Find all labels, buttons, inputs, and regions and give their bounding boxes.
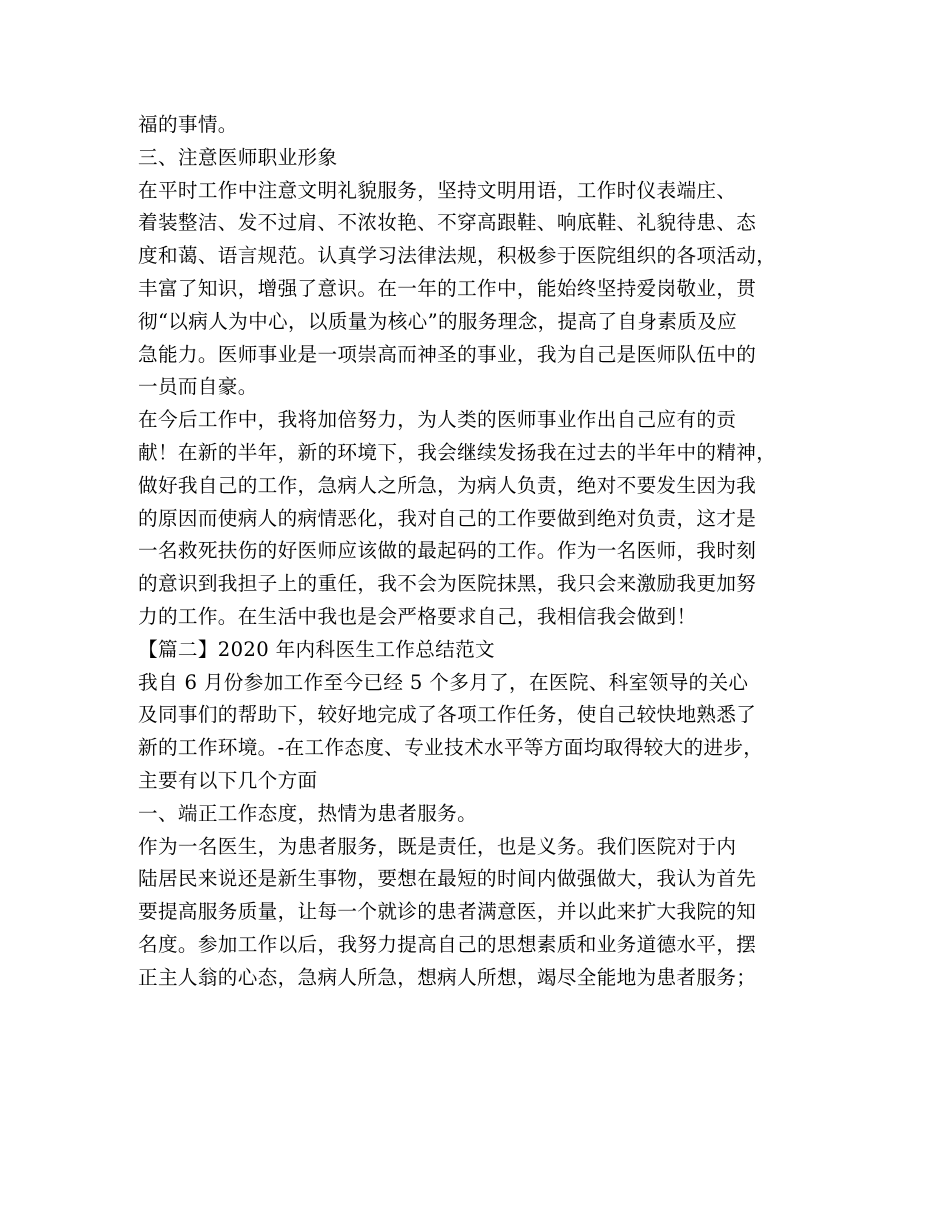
text-line: 主要有以下几个方面	[138, 768, 318, 792]
text-line: 彻“以病人为中心，以质量为核心”的服务理念，提高了自身素质及应	[138, 309, 738, 333]
text-line: 福的事情。	[138, 113, 238, 136]
text-line: 丰富了知识，增强了意识。在一年的工作中，能始终坚持爱岗敬业，贯	[138, 276, 757, 300]
text-line: 作为一名医生，为患者服务，既是责任，也是义务。我们医院对于内	[138, 834, 737, 858]
text-line: 的原因而使病人的病情恶化，我对自己的工作要做到绝对负责，这才是	[138, 506, 757, 530]
text-line: 做好我自己的工作，急病人之所急，为病人负责，绝对不要发生因为我	[138, 473, 757, 497]
text-line: 献！在新的半年，新的环境下，我会继续发扬我在过去的半年中的精神，	[138, 440, 777, 464]
text-line: 着装整洁、发不过肩、不浓妆艳、不穿高跟鞋、响底鞋、礼貌待患、态	[138, 211, 757, 235]
text-line: 在平时工作中注意文明礼貌服务，坚持文明用语，工作时仪表端庄、	[138, 178, 737, 202]
text-line: 一员而自豪。	[138, 375, 258, 399]
text-line: 的意识到我担子上的重任，我不会为医院抹黑，我只会来激励我更加努	[138, 572, 757, 596]
section-title: 【篇二】2020 年内科医生工作总结范文	[138, 637, 495, 661]
text-line: 度和蔼、语言规范。认真学习法律法规，积极参于医院组织的各项活动，	[138, 244, 777, 268]
text-line: 陆居民来说还是新生事物，要想在最短的时间内做强做大，我认为首先	[138, 867, 757, 891]
text-line: 一名救死扶伤的好医师应该做的最起码的工作。作为一名医师，我时刻	[138, 539, 757, 563]
document-body	[138, 109, 828, 995]
section-heading: 一、端正工作态度，热情为患者服务。	[138, 801, 478, 825]
text-line: 及同事们的帮助下，较好地完成了各项工作任务，使自己较快地熟悉了	[138, 703, 757, 727]
text-line: 我自 6 月份参加工作至今已经 5 个多月了，在医院、科室领导的关心	[138, 670, 749, 694]
text-line: 力的工作。在生活中我也是会严格要求自己，我相信我会做到！	[138, 604, 697, 628]
section-heading: 三、注意医师职业形象	[138, 145, 338, 169]
text-line: 新的工作环境。-在工作态度、专业技术水平等方面均取得较大的进步，	[138, 736, 764, 760]
text-line: 正主人翁的心态，急病人所急，想病人所想，竭尽全能地为患者服务；	[138, 965, 757, 989]
text-line: 名度。参加工作以后，我努力提高自己的思想素质和业务道德水平，摆	[138, 932, 757, 956]
text-line: 要提高服务质量，让每一个就诊的患者满意医，并以此来扩大我院的知	[138, 900, 757, 924]
text-line: 急能力。医师事业是一项崇高而神圣的事业，我为自己是医师队伍中的	[138, 342, 757, 366]
text-line: 在今后工作中，我将加倍努力，为人类的医师事业作出自己应有的贡	[138, 408, 737, 432]
